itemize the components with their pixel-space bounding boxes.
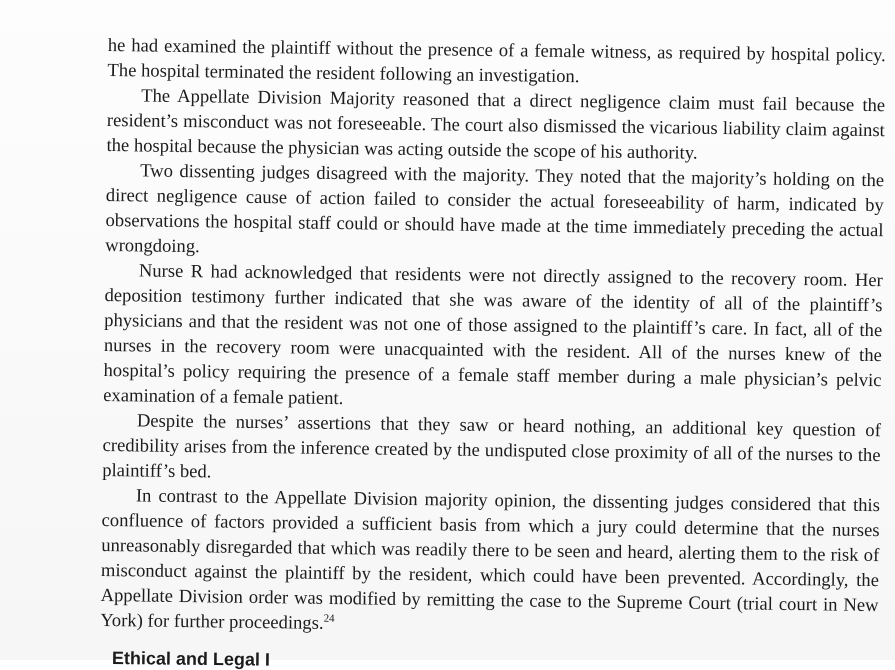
next-section-heading-cut-off: Ethical and Legal I [111,648,271,670]
paragraph-3: Two dissenting judges disagreed with the majority. They noted that the majority’s holding on the direct negligence cause of action failed to consider the actual foreseeability of harm, indicated by observations the hospital staff could or should have made at the time immediately preceding the actual wrongdoing. [105,160,885,258]
footnote-reference: 24 [323,612,335,625]
paragraph-6 [100,483,880,643]
paragraph-5: Despite the nurses’ assertions that they saw or heard nothing, an additional key question of credibility arises from the inference created by the undisputed close proximity of all of the nurses to the plaintiff’s bed. [102,410,881,483]
body-text [100,33,886,643]
paragraph-1: he had examined the plaintiff without the presence of a female witness, as required by hospital policy. The hospital terminated the resident following an investigation. [107,34,886,88]
paragraph-2: The Appellate Division Majority reasoned that a direct negligence claim must fail because the resident’s misconduct was not foreseeable. The court also dismissed the vicarious liability claim against the hospital because the physician was acting outside the scope of his authority. [106,85,886,164]
paragraph-4: Nurse R had acknowledged that residents were not directly assigned to the recovery room. Her deposition testimony further indicated that she was aware of the identity of all of the plaintiff’s physicians and that the resident was not one of those assigned to the plaintiff’s care. In fact, all of the nurses in the recovery room were unacquainted with the resident. All of the nurses knew of the hospital’s policy requiring the presence of a female staff member during a male physician’s pelvic examination of a female patient. [103,260,883,410]
paragraph-6-text: In contrast to the Appellate Division majority opinion, the dissenting judges considered that this confluence of factors provided a sufficient basis from which a jury could determine that the nurses unreasonably disregarded that which was readily there to be seen and heard, alerting them to the risk of misconduct against the plaintiff by the resident, which could have been prevented. Accordingly, the Appellate Division order was modified by remitting the case to the Supreme Court (trial court in New York) for further proceedings. [100,485,881,634]
